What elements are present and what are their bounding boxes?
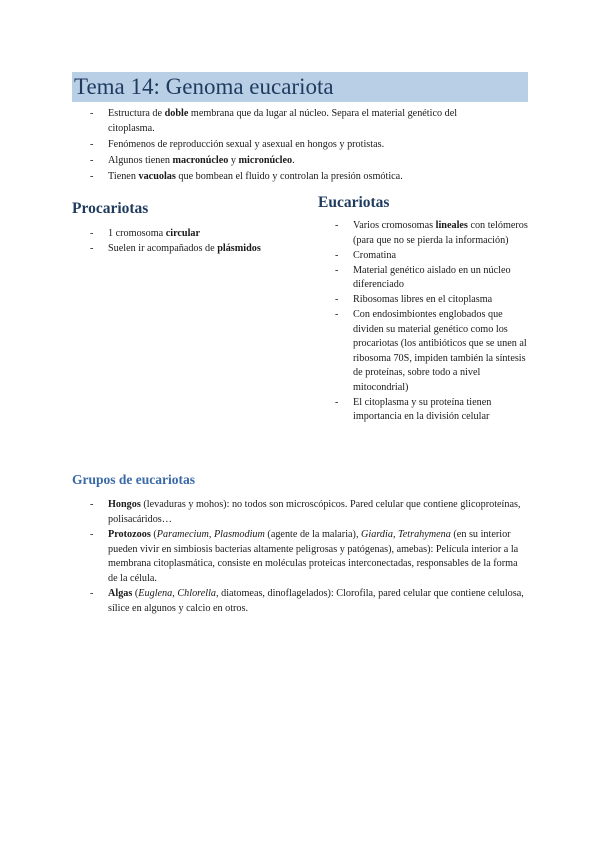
page-title: Tema 14: Genoma eucariota [74,74,334,99]
list-item: - Suelen ir acompañados de plásmidos [108,242,308,257]
list-item: - 1 cromosoma circular [108,227,308,242]
eucariotas-heading: Eucariotas [318,194,390,211]
list-item: - Cromatina [353,249,531,264]
procariotas-list [108,227,308,257]
list-item-protozoos: - Protozoos (Paramecium, Plasmodium (agente de la malaria), Giardia, Tetrahymena (en su interior pueden vivir en simbiosis bacterias altamente peligrosas y patógenas), amebas): Película interior a la membrana citoplasmática, consiste en moléculas proteicas interconectadas, responsables de la forma de la célula. [108,528,528,586]
grupos-list [108,498,528,617]
list-item: - Estructura de doble membrana que da lugar al núcleo. Separa el material genético del citoplasma. [108,107,500,136]
list-item: - Ribosomas libres en el citoplasma [353,293,531,308]
list-item: - Con endosimbiontes englobados que dividen su material genético como los procariotas (los antibióticos que se unen al ribosoma 70S, impiden también la síntesis de proteínas, sobre todo a nivel mitocondrial) [353,308,531,395]
list-item: - Material genético aislado en un núcleo diferenciado [353,264,531,293]
grupos-heading: Grupos de eucariotas [72,472,195,487]
list-item: - El citoplasma y su proteína tienen importancia en la división celular [353,396,531,425]
procariotas-heading: Procariotas [72,200,149,217]
eucariotas-list [353,219,531,425]
list-item: - Varios cromosomas lineales con telómeros (para que no se pierda la información) [353,219,531,248]
list-item: - Algunos tienen macronúcleo y micronúcleo. [108,154,500,169]
list-item-hongos: - Hongos (levaduras y mohos): no todos son microscópicos. Pared celular que contiene glicoproteínas, polisacáridos… [108,498,528,527]
list-item: - Tienen vacuolas que bombean el fluido y controlan la presión osmótica. [108,170,500,185]
intro-list [108,107,500,186]
list-item: - Fenómenos de reproducción sexual y asexual en hongos y protistas. [108,138,500,153]
list-item-algas: - Algas (Euglena, Chlorella, diatomeas, dinoflagelados): Clorofila, pared celular que contiene celulosa, sílice en algunos y calcio en otros. [108,587,528,616]
